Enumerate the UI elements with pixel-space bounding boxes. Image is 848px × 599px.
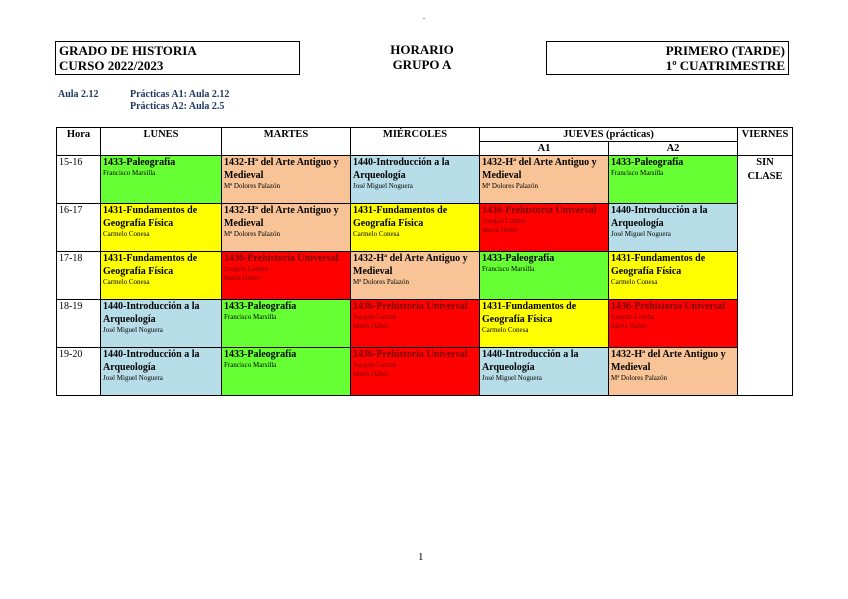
subject-title: 1433-Paleografía xyxy=(224,301,297,312)
header-hora: Hora xyxy=(57,128,101,156)
class-cell xyxy=(351,156,480,204)
class-cell xyxy=(609,348,738,396)
friday-no-class xyxy=(738,156,793,396)
practice-rooms xyxy=(130,89,229,113)
header-viernes: VIERNES xyxy=(738,128,793,156)
professor-name: Francisco Marsilla xyxy=(224,313,277,321)
professor-name: Carmelo Conesa xyxy=(103,230,150,238)
professor-name: José Miguel Noguera xyxy=(482,374,542,382)
professor-name: Francisco Marsilla xyxy=(224,361,277,369)
subject-title: 1440-Introducción a la Arqueología xyxy=(103,301,200,325)
header-jueves-a2: A2 xyxy=(609,142,738,156)
professor-name: Francisco Marsilla xyxy=(103,169,156,177)
schedule-body xyxy=(57,156,793,396)
class-cell xyxy=(351,204,480,252)
subject-title: 1432-Hª del Arte Antiguo y Medieval xyxy=(482,157,597,181)
class-cell xyxy=(101,300,222,348)
practice-room-a1: Prácticas A1: Aula 2.12 xyxy=(130,89,230,100)
professor-name: Joaquín Lomba xyxy=(353,361,397,369)
subject-title: 1436-Prehistoria Universal xyxy=(224,253,339,264)
subject-title: 1431-Fundamentos de Geografía Física xyxy=(103,205,198,229)
subject-title: 1440-Introducción a la Arqueología xyxy=(482,349,579,373)
class-cell xyxy=(480,204,609,252)
subject-title: 1436-Prehistoria Universal xyxy=(611,301,726,312)
subject-title: 1440-Introducción a la Arqueología xyxy=(353,157,450,181)
class-cell xyxy=(609,252,738,300)
class-cell xyxy=(222,348,351,396)
header-jueves-a1: A1 xyxy=(480,142,609,156)
header-miercoles: MIÉRCOLES xyxy=(351,128,480,156)
schedule-heading xyxy=(360,42,484,72)
professor-name: Joaquín Lomba xyxy=(611,313,655,321)
schedule-row xyxy=(57,300,793,348)
professor-name: Francisco Marsilla xyxy=(611,169,664,177)
professor-name: Carmelo Conesa xyxy=(353,230,400,238)
class-cell xyxy=(480,300,609,348)
page-number: 1 xyxy=(418,551,424,563)
term-box xyxy=(546,41,789,75)
professor-name: José Miguel Noguera xyxy=(103,374,163,382)
professor-name: Mª Dolores Palazón xyxy=(224,230,280,238)
professor-name: María Haber xyxy=(353,322,389,330)
class-cell xyxy=(351,300,480,348)
class-cell xyxy=(101,204,222,252)
professor-name: Carmelo Conesa xyxy=(611,278,658,286)
class-cell xyxy=(480,156,609,204)
professor-name: José Miguel Noguera xyxy=(103,326,163,334)
group-label: GRUPO A xyxy=(392,57,452,72)
degree-title: GRADO DE HISTORIA xyxy=(59,43,197,58)
subject-title: 1433-Paleografía xyxy=(103,157,176,168)
stray-dot: . xyxy=(423,12,425,21)
professor-name: Mª Dolores Palazón xyxy=(353,278,409,286)
term-label: 1º CUATRIMESTRE xyxy=(665,58,785,73)
no-class-text: CLASE xyxy=(747,171,783,182)
class-cell xyxy=(480,348,609,396)
subject-title: 1436-Prehistoria Universal xyxy=(482,205,597,216)
professor-name: José Miguel Noguera xyxy=(611,230,671,238)
schedule-row xyxy=(57,348,793,396)
subject-title: 1436-Prehistoria Universal xyxy=(353,349,468,360)
degree-course-box xyxy=(55,41,300,75)
class-cell xyxy=(222,156,351,204)
no-class-text: SIN xyxy=(756,157,774,168)
subject-title: 1432-Hª del Arte Antiguo y Medieval xyxy=(224,157,339,181)
classroom-label: Aula 2.12 xyxy=(58,89,99,100)
subject-title: 1440-Introducción a la Arqueología xyxy=(103,349,200,373)
schedule-row xyxy=(57,252,793,300)
header-martes: MARTES xyxy=(222,128,351,156)
schedule-table xyxy=(56,127,793,396)
professor-name: Joaquín Lomba xyxy=(353,313,397,321)
practice-room-a2: Prácticas A2: Aula 2.5 xyxy=(130,101,225,112)
course-year: CURSO 2022/2023 xyxy=(59,58,164,73)
professor-name: María Haber xyxy=(224,274,260,282)
class-cell xyxy=(101,252,222,300)
professor-name: Mª Dolores Palazón xyxy=(482,182,538,190)
subject-title: 1436-Prehistoria Universal xyxy=(353,301,468,312)
professor-name: Francisco Marsilla xyxy=(482,265,535,273)
time-slot: 17-18 xyxy=(57,252,101,300)
professor-name: Mª Dolores Palazón xyxy=(611,374,667,382)
subject-title: 1433-Paleografía xyxy=(482,253,555,264)
header-jueves: JUEVES (prácticas) xyxy=(480,128,738,142)
class-cell xyxy=(101,348,222,396)
class-cell xyxy=(351,348,480,396)
subject-title: 1431-Fundamentos de Geografía Física xyxy=(353,205,448,229)
schedule-row xyxy=(57,204,793,252)
professor-name: María Haber xyxy=(482,226,518,234)
subject-title: 1431-Fundamentos de Geografía Física xyxy=(482,301,577,325)
class-cell xyxy=(101,156,222,204)
subject-title: 1433-Paleografía xyxy=(611,157,684,168)
class-cell xyxy=(480,252,609,300)
class-cell xyxy=(351,252,480,300)
professor-name: Joaquín Lomba xyxy=(482,217,526,225)
time-slot: 16-17 xyxy=(57,204,101,252)
subject-title: 1440-Introducción a la Arqueología xyxy=(611,205,708,229)
subject-title: 1432-Hª del Arte Antiguo y Medieval xyxy=(353,253,468,277)
schedule-row xyxy=(57,156,793,204)
subject-title: 1432-Hª del Arte Antiguo y Medieval xyxy=(224,205,339,229)
professor-name: Carmelo Conesa xyxy=(482,326,529,334)
professor-name: María Haber xyxy=(611,322,647,330)
professor-name: José Miguel Noguera xyxy=(353,182,413,190)
subject-title: 1432-Hª del Arte Antiguo y Medieval xyxy=(611,349,726,373)
professor-name: Mª Dolores Palazón xyxy=(224,182,280,190)
subject-title: 1431-Fundamentos de Geografía Física xyxy=(103,253,198,277)
header-lunes: LUNES xyxy=(101,128,222,156)
subject-title: 1431-Fundamentos de Geografía Física xyxy=(611,253,706,277)
time-slot: 18-19 xyxy=(57,300,101,348)
class-cell xyxy=(609,204,738,252)
class-cell xyxy=(609,156,738,204)
class-cell xyxy=(609,300,738,348)
class-cell xyxy=(222,252,351,300)
year-shift: PRIMERO (TARDE) xyxy=(665,43,785,58)
professor-name: Carmelo Conesa xyxy=(103,278,150,286)
schedule-title: HORARIO xyxy=(390,42,454,57)
class-cell xyxy=(222,300,351,348)
time-slot: 15-16 xyxy=(57,156,101,204)
class-cell xyxy=(222,204,351,252)
subject-title: 1433-Paleografía xyxy=(224,349,297,360)
time-slot: 19-20 xyxy=(57,348,101,396)
professor-name: María Haber xyxy=(353,370,389,378)
professor-name: Joaquín Lomba xyxy=(224,265,268,273)
